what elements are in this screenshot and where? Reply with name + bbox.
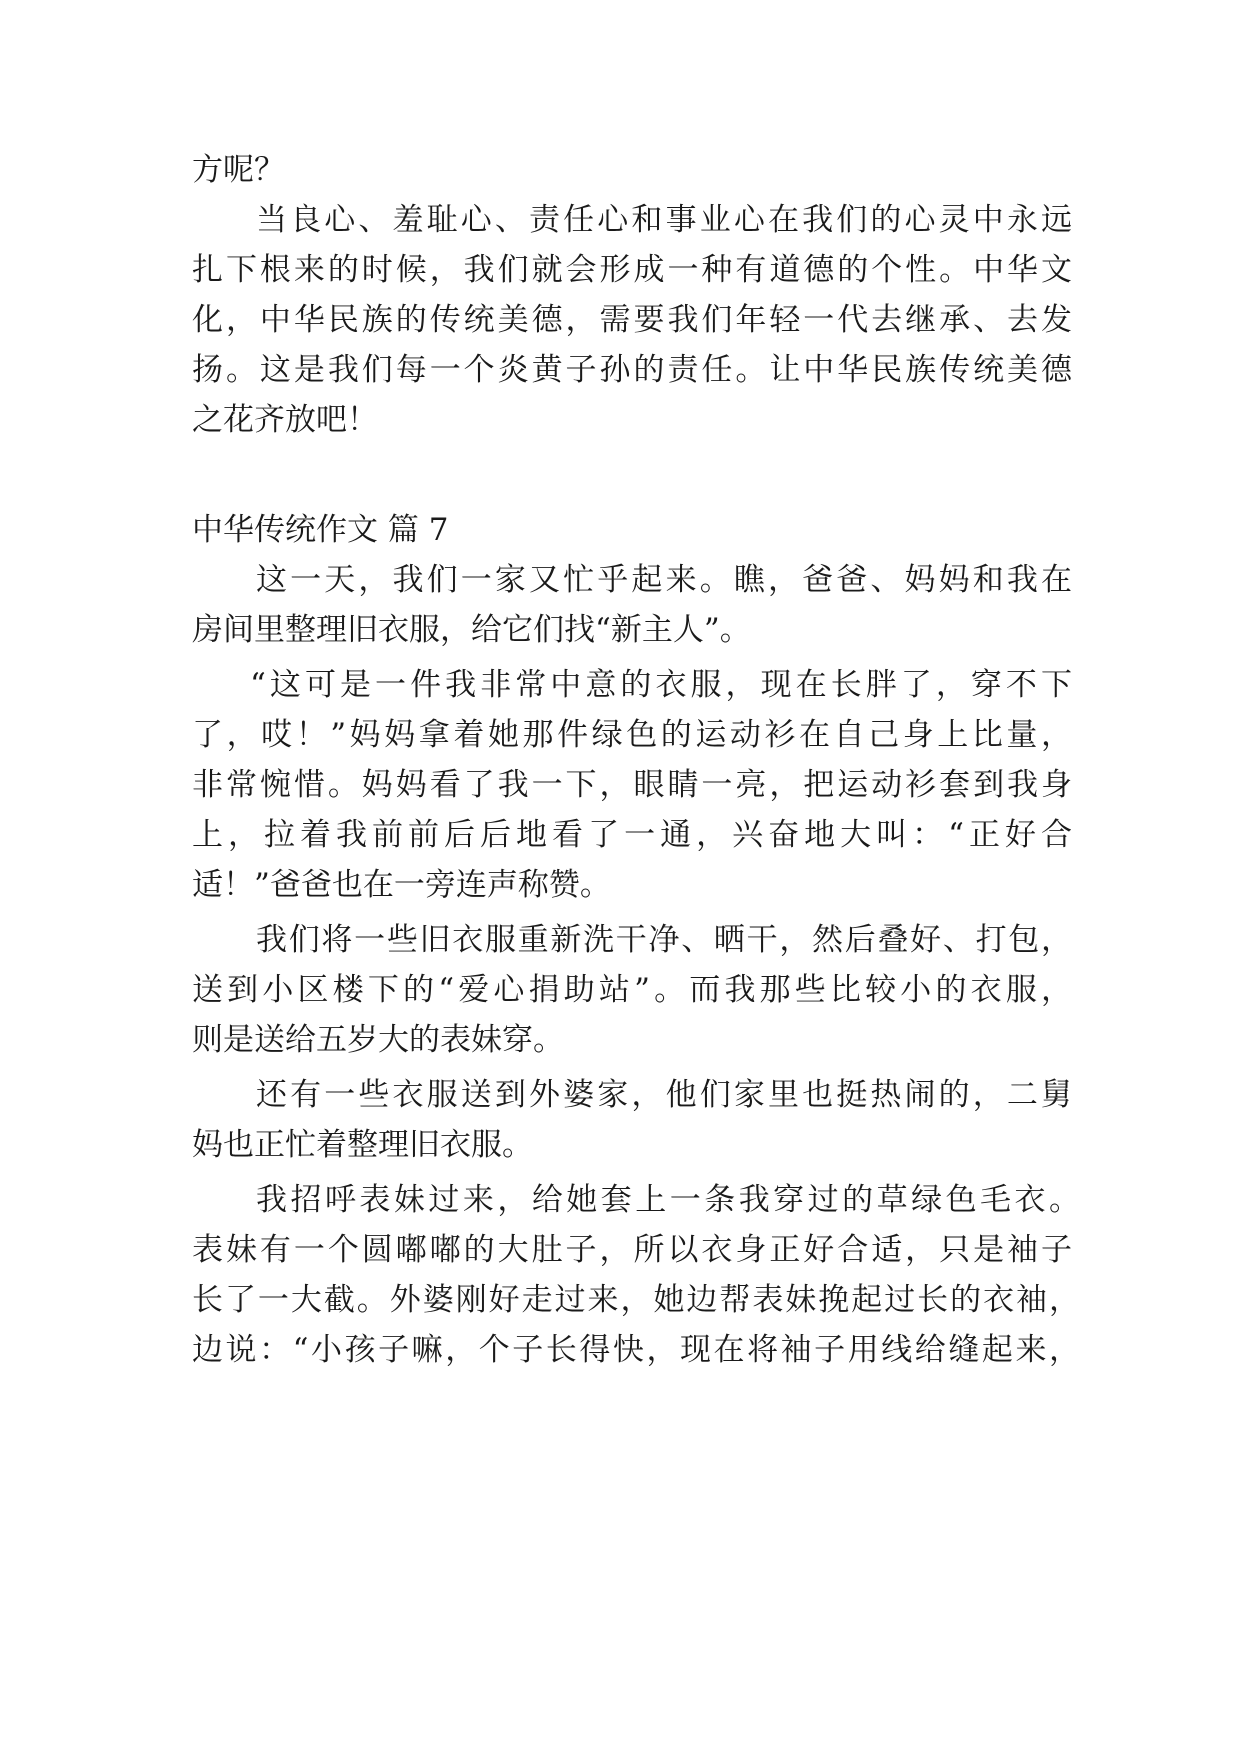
text-line: 化，中华民族的传统美德，需要我们年轻一代去继承、去发 [192,302,1072,338]
text-line: 我们将一些旧衣服重新洗干净、晒干，然后叠好、打包， [256,922,1072,958]
text-line: 之花齐放吧！ [192,402,378,438]
text-line: 了，哎！”妈妈拿着她那件绿色的运动衫在自己身上比量， [192,717,1072,753]
text-line: 则是送给五岁大的表妹穿。 [192,1022,564,1058]
text-line: 边说：“小孩子嘛，个子长得快，现在将袖子用线给缝起来， [192,1332,1080,1368]
text-line: 扎下根来的时候，我们就会形成一种有道德的个性。中华文 [192,252,1072,288]
text-line: 长了一大截。外婆刚好走过来，她边帮表妹挽起过长的衣袖， [192,1282,1080,1318]
text-line: 房间里整理旧衣服，给它们找“新主人”。 [192,612,751,648]
text-line: 妈也正忙着整理旧衣服。 [192,1127,533,1163]
text-line: 上，拉着我前前后后地看了一通，兴奋地大叫：“正好合 [192,817,1072,853]
text-line: 我招呼表妹过来，给她套上一条我穿过的草绿色毛衣。 [256,1182,1080,1218]
text-line: 扬。这是我们每一个炎黄子孙的责任。让中华民族传统美德 [192,352,1072,388]
text-line: 这一天，我们一家又忙乎起来。瞧，爸爸、妈妈和我在 [256,562,1072,598]
text-line: 当良心、羞耻心、责任心和事业心在我们的心灵中永远 [256,202,1072,238]
text-line: 方呢？ [192,152,285,188]
text-line: 送到小区楼下的“爱心捐助站”。而我那些比较小的衣服， [192,972,1072,1008]
text-line: 适！”爸爸也在一旁连声称赞。 [192,867,611,903]
text-line: 表妹有一个圆嘟嘟的大肚子，所以衣身正好合适，只是袖子 [192,1232,1072,1268]
text-line: “这可是一件我非常中意的衣服，现在长胖了，穿不下 [250,667,1072,703]
section-title: 中华传统作文 篇 7 [192,512,449,548]
text-line: 还有一些衣服送到外婆家，他们家里也挺热闹的，二舅 [256,1077,1072,1113]
text-line: 非常惋惜。妈妈看了我一下，眼睛一亮，把运动衫套到我身 [192,767,1072,803]
